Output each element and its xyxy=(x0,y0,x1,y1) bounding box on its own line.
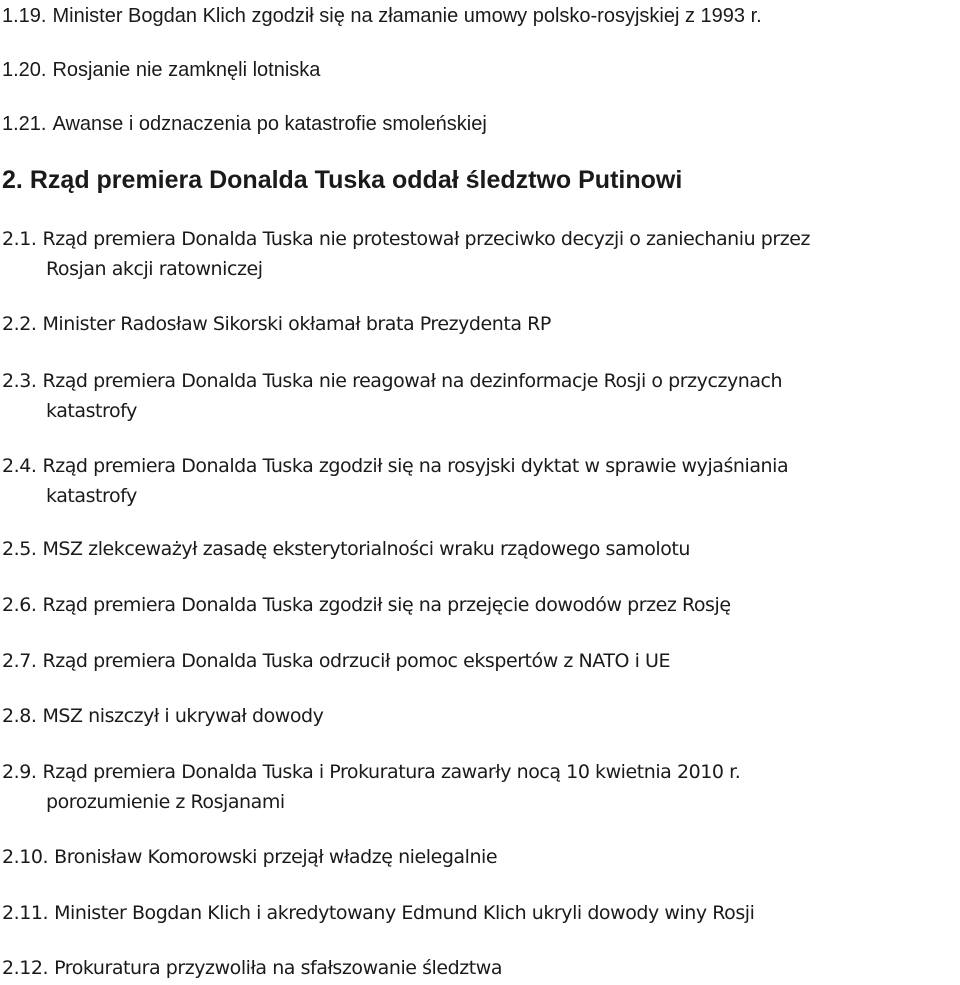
entry-title: Rząd premiera Donalda Tuska zgodził się na przejęcie dowodów przez Rosję xyxy=(42,594,731,616)
toc-entry-2-5[interactable] xyxy=(0,536,960,562)
entry-number: 2.7. xyxy=(2,650,37,672)
entry-number: 1.19. xyxy=(2,5,47,27)
entry-title: Minister Radosław Sikorski okłamał brata Prezydenta RP xyxy=(42,313,551,335)
entry-title: Rosjanie nie zamknęli lotniska xyxy=(52,59,321,81)
entry-title: Bronisław Komorowski przejął władzę nielegalnie xyxy=(54,846,498,868)
toc-entry-1-20[interactable] xyxy=(0,58,960,82)
toc-entry-2-12[interactable] xyxy=(0,955,960,981)
entry-number: 2.9. xyxy=(2,761,37,783)
entry-number: 2.3. xyxy=(2,370,37,392)
entry-number: 2.1. xyxy=(2,228,37,250)
entry-title: Rząd premiera Donalda Tuska nie reagował na dezinformacje Rosji o przyczynach xyxy=(42,370,783,392)
toc-entry-2-3[interactable] xyxy=(0,368,960,422)
toc-entry-2-7[interactable] xyxy=(0,648,960,674)
entry-title: Prokuratura przyzwoliła na sfałszowanie śledztwa xyxy=(54,957,503,979)
entry-number: 2.11. xyxy=(2,902,49,924)
entry-number: 2.2. xyxy=(2,313,37,335)
entry-title: MSZ zlekceważył zasadę eksterytorialności wraku rządowego samolotu xyxy=(42,538,690,560)
section-heading-2[interactable] xyxy=(0,165,960,195)
entry-title: Minister Bogdan Klich i akredytowany Edmund Klich ukryli dowody winy Rosji xyxy=(54,902,755,924)
entry-number: 2.6. xyxy=(2,594,37,616)
entry-title: Rząd premiera Donalda Tuska zgodził się na rosyjski dyktat w sprawie wyjaśniania xyxy=(42,455,789,477)
entry-number: 2.10. xyxy=(2,846,49,868)
toc-entry-2-9[interactable] xyxy=(0,759,960,813)
toc-entry-2-10[interactable] xyxy=(0,844,960,870)
entry-number: 2.4. xyxy=(2,455,37,477)
section-number: 2. xyxy=(2,166,23,194)
toc-entry-2-4[interactable] xyxy=(0,453,960,507)
toc-entry-2-11[interactable] xyxy=(0,900,960,926)
entry-title-continuation: katastrofy xyxy=(46,485,137,507)
entry-title: MSZ niszczył i ukrywał dowody xyxy=(42,705,324,727)
entry-title: Minister Bogdan Klich zgodził się na złamanie umowy polsko-rosyjskiej z 1993 r. xyxy=(52,5,762,27)
toc-entry-1-19[interactable] xyxy=(0,4,960,28)
toc-entry-2-1[interactable] xyxy=(0,226,960,280)
entry-title-continuation: porozumienie z Rosjanami xyxy=(46,791,285,813)
toc-entry-2-2[interactable] xyxy=(0,311,960,337)
entry-title-continuation: katastrofy xyxy=(46,400,137,422)
entry-title: Awanse i odznaczenia po katastrofie smoleńskiej xyxy=(52,113,487,135)
section-title: Rząd premiera Donalda Tuska oddał śledztwo Putinowi xyxy=(29,166,683,194)
toc-entry-2-8[interactable] xyxy=(0,703,960,729)
entry-number: 1.21. xyxy=(2,113,47,135)
entry-number: 2.8. xyxy=(2,705,37,727)
toc-entry-2-6[interactable] xyxy=(0,592,960,618)
entry-number: 1.20. xyxy=(2,59,47,81)
entry-title-continuation: Rosjan akcji ratowniczej xyxy=(46,258,263,280)
toc-entry-1-21[interactable] xyxy=(0,112,960,136)
entry-title: Rząd premiera Donalda Tuska nie protestował przeciwko decyzji o zaniechaniu przez xyxy=(42,228,811,250)
entry-number: 2.5. xyxy=(2,538,37,560)
entry-title: Rząd premiera Donalda Tuska odrzucił pomoc ekspertów z NATO i UE xyxy=(42,650,671,672)
entry-number: 2.12. xyxy=(2,957,49,979)
entry-title: Rząd premiera Donalda Tuska i Prokuratura zawarły nocą 10 kwietnia 2010 r. xyxy=(42,761,741,783)
